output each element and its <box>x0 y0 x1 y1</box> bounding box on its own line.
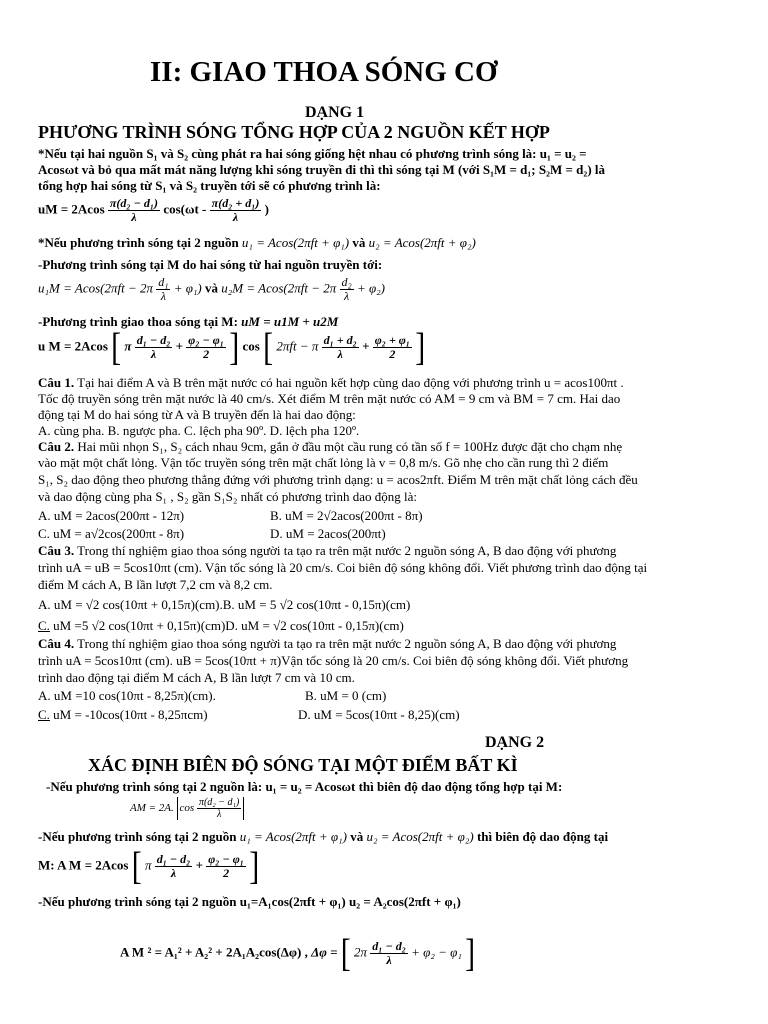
intro-line-5: -Phương trình sóng tại M do hai sóng từ hai nguồn truyền tới: <box>38 257 383 272</box>
page-title: II: GIAO THOA SÓNG CƠ <box>150 56 498 88</box>
fraction-denominator: λ <box>337 347 343 362</box>
fraction-denominator: λ <box>160 289 166 304</box>
formula-u2m: u₂M = Acos(2πft − 2π <box>221 280 337 296</box>
question-4-line-3: trình dao động tại điểm M cách A, B lần lượt 7 cm và 10 cm. <box>38 670 355 685</box>
intro-line-6 <box>38 315 338 330</box>
fraction <box>108 197 160 224</box>
fraction-denominator: λ <box>216 809 222 820</box>
fraction-numerator: d₁ − d₂ <box>136 333 171 347</box>
formula-u1m-end: + φ₁) <box>173 280 202 296</box>
fraction <box>197 797 241 820</box>
fraction-numerator: d₁ + d₂ <box>323 333 357 347</box>
fraction-numerator: d₁ <box>158 275 169 289</box>
cos-text: cos <box>242 338 260 354</box>
line-text: thì biên độ dao động tại <box>476 829 609 844</box>
intro-line-6-text: -Phương trình giao thoa sóng tại M: <box>38 314 238 329</box>
fraction-denominator: λ <box>344 289 350 304</box>
fraction-denominator: λ <box>131 210 137 225</box>
section1-heading: DẠNG 1 <box>305 104 365 121</box>
formula-amplitude-simple <box>130 797 244 820</box>
fraction <box>340 276 354 303</box>
plus-sign: + <box>195 857 204 873</box>
fraction-denominator: λ <box>386 953 392 968</box>
question-1-line-1 <box>38 376 624 391</box>
bracket-close: ] <box>229 326 240 370</box>
question-4-option-d: D. uM = 5cos(10πt - 8,25)(cm) <box>298 707 460 722</box>
formula-um-lhs: u M = 2Acos <box>38 338 108 354</box>
fraction-denominator: 2 <box>203 347 210 362</box>
question-3-options-ab: A. uM = √2 cos(10πt + 0,15π)(cm).B. uM = 5 √2 cos(10πt - 0,15π)(cm) <box>38 597 411 612</box>
two-pi: 2π <box>354 944 368 960</box>
fraction-denominator: λ <box>170 866 177 881</box>
plus-sign: + <box>362 338 370 354</box>
formula-am-squared: A M ² = A₁² + A₂² + 2A₁A₂cos(Δφ) <box>120 944 302 960</box>
question-4-option-a: A. uM =10 cos(10πt - 8,25π)(cm). <box>38 688 216 703</box>
delta-phi-label: Δφ = <box>311 944 338 960</box>
question-3-line-1 <box>38 544 616 559</box>
pi-symbol: π <box>144 857 152 873</box>
fraction-denominator: 2 <box>223 866 230 881</box>
fraction <box>156 276 170 303</box>
bracket-open: [ <box>111 326 122 370</box>
formula-amplitude-phase <box>38 845 260 889</box>
section2-subheading: XÁC ĐỊNH BIÊN ĐỘ SÓNG TẠI MỘT ĐIỂM BẤT KÌ <box>88 755 518 775</box>
formula-am-lhs: M: A M = 2Acos <box>38 857 129 873</box>
intro-line-3: tổng hợp hai sóng từ S₁ và S₂ truyền tới sẽ có phương trình là: <box>38 178 381 193</box>
line-text: -Nếu phương trình sóng tại 2 nguồn <box>38 829 237 844</box>
intro-line-4 <box>38 236 476 251</box>
question-4-option-c <box>38 708 208 723</box>
question-4-line-1 <box>38 637 616 652</box>
question-text: Hai mũi nhọn S₁, S₂ cách nhau 9cm, gắn ở đầu một cầu rung có tần số f = 100Hz được đặt cho chạm nhẹ <box>77 439 623 454</box>
question-2-line-4: và dao động cùng pha S₁ , S₂ gần S₁S₂ nhất có phương trình dao động là: <box>38 489 418 504</box>
intro-line-4-text: *Nếu phương trình sóng tại 2 nguồn <box>38 235 239 250</box>
answer-marker: C. <box>38 618 50 633</box>
answer-marker: C. <box>38 707 50 722</box>
fraction-numerator: π(d₂ − d₁) <box>109 196 159 210</box>
question-text: Trong thí nghiệm giao thoa sóng người ta tạo ra trên mặt nước 2 nguồn sóng A, B dao động với phương <box>77 636 617 651</box>
separator: , <box>304 944 308 960</box>
question-label: Câu 3. <box>38 543 75 558</box>
fraction <box>322 334 359 361</box>
formula-interference <box>38 326 426 370</box>
fraction <box>155 853 193 880</box>
question-1-line-2: Tốc độ truyền sóng trên mặt nước là 40 cm/s. Xét điểm M trên mặt nước có AM = 9 cm và BM = 7 cm. Hai dao <box>38 391 621 406</box>
fraction-numerator: π(d₂ − d₁) <box>198 797 240 808</box>
question-2-option-b: B. uM = 2√2acos(200πt - 8π) <box>270 508 423 523</box>
formula-um-lhs: uM = 2Acos <box>38 201 105 217</box>
section2-line-2 <box>38 830 608 845</box>
question-4-option-b: B. uM = 0 (cm) <box>305 688 387 703</box>
question-1-options: A. cùng pha. B. ngược pha. C. lệch pha 90º. D. lệch pha 120º. <box>38 423 360 438</box>
section2-line-1: -Nếu phương trình sóng tại 2 nguồn là: u₁ = u₂ = Acosωt thì biên độ dao động tổng hợp tại M: <box>46 779 563 794</box>
formula-u2m-end: + φ₂) <box>356 280 386 296</box>
formula-cos-text: cos(ωt - <box>163 201 207 217</box>
option-text: uM = -10cos(10πt - 8,25πcm) <box>53 707 208 722</box>
intro-line-1: *Nếu tại hai nguồn S₁ và S₂ cùng phát ra hai sóng giống hệt nhau có phương trình sóng là: u₁ = u₂ = <box>38 146 587 161</box>
bracket-open: [ <box>131 845 142 889</box>
bracket-open: [ <box>340 932 351 976</box>
question-2-line-2: vào mặt một chất lỏng. Vận tốc truyền sóng trên mặt chất lỏng là v = 0,8 m/s. Gõ nhẹ cho cần rung thì 2 điểm <box>38 455 609 470</box>
option-text: uM =5 √2 cos(10πt + 0,15π)(cm)D. uM = √2 cos(10πt - 0,15π)(cm) <box>53 618 404 633</box>
intro-line-2: Acosωt và bỏ qua mất mát năng lượng khi sóng truyền đi thì thì sóng tại M (với S₁M = d₁; S₂M = d₂) là <box>38 162 606 177</box>
question-2-option-d: D. uM = 2acos(200πt) <box>270 526 386 541</box>
question-2-line-3: S₁, S₂ dao động theo phương thẳng đứng với phương trình dạng: u = acos2πft. Điểm M trên mặt chất lỏng cách đều <box>38 472 638 487</box>
bracket-close: ] <box>415 326 426 370</box>
question-3-line-3: điểm M cách A, B lần lượt 7,2 cm và 8,2 cm. <box>38 577 273 592</box>
fraction-denominator: λ <box>232 210 239 225</box>
question-4-line-2: trình uA = 5cos10πt (cm). uB = 5cos(10πt + π)Vận tốc sóng là 20 cm/s. Coi biên độ sóng không đổi. Viết phương <box>38 653 629 668</box>
and-word: và <box>205 280 219 296</box>
abs-value <box>177 797 245 820</box>
fraction-numerator: φ₂ + φ₁ <box>374 333 410 347</box>
fraction-numerator: π(d₂ + d₁) <box>211 196 260 210</box>
fraction-numerator: φ₂ − φ₁ <box>188 333 224 347</box>
question-3-line-2: trình uA = uB = 5cos10πt (cm). Vận tốc sóng là 20 cm/s. Coi biên độ sóng không đổi. Viết phương trình dao động tại <box>38 560 648 575</box>
question-text: Tại hai điểm A và B trên mặt nước có hai nguồn kết hợp cùng dao động với phương trình u = acos100πt . <box>77 375 624 390</box>
source-eq-2: u₂ = Acos(2πft + φ₂) <box>368 235 476 250</box>
fraction-numerator: d₂ <box>341 275 352 289</box>
question-3-options-cd <box>38 619 404 634</box>
question-label: Câu 1. <box>38 375 75 390</box>
formula-am-lhs: AM = 2A. <box>130 802 174 815</box>
formula-u1m: u₁M = Acos(2πft − 2π <box>38 280 154 296</box>
bracket-close: ] <box>465 932 476 976</box>
fraction <box>373 334 412 361</box>
pi-symbol: π <box>124 338 132 354</box>
fraction <box>206 853 246 880</box>
question-label: Câu 2. <box>38 439 75 454</box>
cos-text: cos <box>179 802 195 815</box>
phase-difference: + φ₂ − φ₁ <box>411 944 462 960</box>
source-eq-1: u₁ = Acos(2πft + φ₁) <box>241 235 350 250</box>
question-text: Trong thí nghiệm giao thoa sóng người ta tạo ra trên mặt nước 2 nguồn sóng A, B dao động với phương <box>77 543 617 558</box>
question-2-line-1 <box>38 440 622 455</box>
plus-sign: + <box>175 338 184 354</box>
fraction-denominator: λ <box>150 347 157 362</box>
source-eq-2: u₂ = Acos(2πft + φ₂) <box>366 829 474 844</box>
fraction <box>135 334 173 361</box>
formula-wave-at-m <box>38 276 385 303</box>
fraction <box>186 334 226 361</box>
fraction-numerator: d₁ − d₂ <box>156 852 191 866</box>
formula-um-sum <box>38 197 269 224</box>
fraction-numerator: φ₂ − φ₁ <box>208 852 244 866</box>
question-2-option-a: A. uM = 2acos(200πt - 12π) <box>38 508 185 523</box>
question-label: Câu 4. <box>38 636 75 651</box>
section1-subheading: PHƯƠNG TRÌNH SÓNG TỔNG HỢP CỦA 2 NGUỒN KẾT HỢP <box>38 122 550 142</box>
fraction-denominator: 2 <box>389 347 396 362</box>
and-word: và <box>350 829 364 844</box>
question-1-line-3: động tại M do hai sóng từ A và B truyền đến là hai dao động: <box>38 407 356 422</box>
fraction <box>210 197 262 224</box>
fraction <box>370 940 408 967</box>
section2-heading: DẠNG 2 <box>485 734 545 751</box>
formula-close: ) <box>264 201 269 217</box>
and-word: và <box>352 235 366 250</box>
source-eq-1: u₁ = Acos(2πft + φ₁) <box>239 829 347 844</box>
section2-line-3: -Nếu phương trình sóng tại 2 nguồn u₁=A₁cos(2πft + φ₁) u₂ = A₂cos(2πft + φ₁) <box>38 894 461 909</box>
formula-phase: 2πft − π <box>276 338 319 354</box>
bracket-open: [ <box>263 326 274 370</box>
interference-eq: uM = u1M + u2M <box>241 314 339 329</box>
question-2-option-c: C. uM = a√2cos(200πt - 8π) <box>38 526 185 541</box>
bracket-close: ] <box>249 845 260 889</box>
formula-amplitude-general <box>120 932 476 976</box>
fraction-numerator: d₁ − d₂ <box>372 939 406 953</box>
